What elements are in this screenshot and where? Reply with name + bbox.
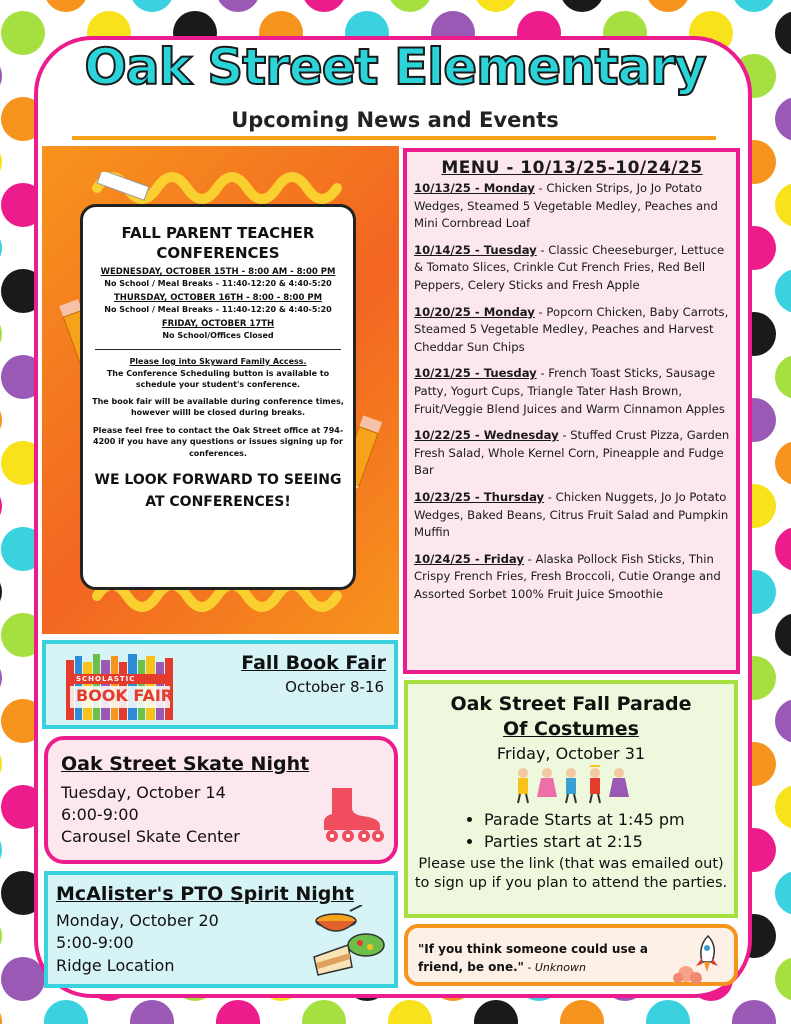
book-fair-box	[42, 640, 398, 729]
polka-dot	[474, 1000, 518, 1024]
polka-dot	[0, 742, 2, 786]
bookfair-availability-note: The book fair will be available during conference times, however willl be closed during breaks.	[92, 396, 344, 417]
polka-dot	[44, 0, 88, 12]
polka-dot	[775, 11, 791, 55]
page-title: Oak Street Elementary	[84, 38, 706, 96]
menu-item	[414, 489, 730, 542]
title-divider	[72, 136, 716, 140]
polka-dot	[560, 1000, 604, 1024]
polka-dot	[44, 1000, 88, 1024]
polka-dot	[388, 0, 432, 12]
menu-day: 10/23/25 - Thursday	[414, 489, 545, 504]
polka-dot	[775, 441, 791, 485]
menu-food: - Alaska Pollock Fish Sticks, Thin Crispy French Fries, Fresh Broccoli, Cutie Orange and Assorted Sorbet 100% Fruit Juice Smoothie	[414, 551, 721, 601]
polka-dot	[732, 1000, 776, 1024]
menu-day: 10/24/25 - Friday	[414, 551, 524, 566]
polka-dot	[775, 527, 791, 571]
polka-dot	[775, 97, 791, 141]
menu-food: - Chicken Strips, Jo Jo Potato Wedges, Steamed 5 Vegetable Medley, Peaches and Mini Cornbread Loaf	[414, 181, 718, 231]
book-fair-title: Fall Book Fair	[241, 652, 386, 674]
quote-body: "If you think someone could use a friend, be one."	[418, 942, 649, 974]
skate-night-date: Tuesday, October 14	[61, 783, 226, 802]
parade-title-line2: Of Costumes	[503, 718, 639, 740]
spirit-night-date: Monday, October 20	[56, 911, 219, 930]
polka-dot	[0, 140, 2, 184]
polka-dot	[302, 1000, 346, 1024]
spirit-night-box	[44, 871, 398, 988]
polka-dot	[0, 312, 2, 356]
quote-author: - Unknown	[523, 961, 586, 974]
conference-flyer	[42, 146, 399, 634]
scheduling-note: The Conference Scheduling button is available to schedule your student's conference.	[106, 368, 330, 389]
contact-note: Please feel free to contact the Oak Street office at 794-4200 if you have any questions or issues signing up for conferences.	[92, 425, 344, 458]
menu-item	[414, 180, 730, 233]
menu-item	[414, 427, 730, 480]
skate-night-title: Oak Street Skate Night	[61, 753, 310, 775]
conference-closing: WE LOOK FORWARD TO SEEING AT CONFERENCES!	[94, 472, 342, 510]
polka-dot	[0, 1000, 2, 1024]
polka-dot	[775, 871, 791, 915]
conference-thursday: THURSDAY, OCTOBER 16TH - 8:00 - 8:00 PM	[113, 293, 323, 303]
polka-dot	[0, 656, 2, 700]
menu-item	[414, 304, 730, 357]
menu-food: - Stuffed Crust Pizza, Garden Fresh Salad, Whole Kernel Corn, Pineapple and Fudge Bar	[414, 428, 730, 478]
menu-day: 10/22/25 - Wednesday	[414, 428, 559, 443]
polka-dot	[775, 957, 791, 1001]
lunch-menu	[403, 148, 740, 674]
polka-dot	[732, 0, 776, 12]
food-icon	[310, 905, 386, 981]
menu-item	[414, 242, 730, 295]
book-fair-logo-top: SCHOLASTIC	[76, 675, 136, 683]
conference-thursday-note: No School / Meal Breaks - 11:40-12:20 & 4:40-5:20	[104, 305, 332, 314]
polka-dot	[646, 0, 690, 12]
conference-wednesday: WEDNESDAY, OCTOBER 15TH - 8:00 AM - 8:00 PM	[100, 267, 336, 277]
skate-night-place: Carousel Skate Center	[61, 827, 240, 846]
menu-day: 10/21/25 - Tuesday	[414, 366, 537, 381]
costume-kids-icon	[511, 765, 631, 805]
spirit-night-time: 5:00-9:00	[56, 933, 134, 952]
polka-dot	[302, 0, 346, 12]
menu-food: - Classic Cheeseburger, Lettuce & Tomato Slices, Crinkle Cut French Fries, Red Bell Peppers, Celery Sticks and Fresh Apple	[414, 242, 725, 292]
polka-dot	[560, 0, 604, 12]
polka-dot	[775, 613, 791, 657]
parade-title: Oak Street Fall Parade	[450, 693, 692, 715]
polka-dot	[0, 828, 2, 872]
skate-night-box	[44, 736, 398, 864]
rocket-icon	[672, 932, 724, 984]
skate-night-time: 6:00-9:00	[61, 805, 139, 824]
parade-box	[404, 680, 738, 918]
menu-item	[414, 365, 730, 418]
polka-dot	[0, 226, 2, 270]
polka-dot	[130, 1000, 174, 1024]
polka-dot	[775, 699, 791, 743]
conference-heading: FALL PARENT TEACHER CONFERENCES	[121, 224, 315, 262]
polka-dot	[216, 1000, 260, 1024]
parade-note: Please use the link (that was emailed out) to sign up if you plan to attend the parties.	[414, 856, 728, 891]
polka-dot	[775, 785, 791, 829]
book-fair-logo-main: BOOK FAIR	[76, 686, 174, 705]
polka-dot	[1, 11, 45, 55]
page-subtitle: Upcoming News and Events	[231, 108, 559, 132]
conference-wednesday-note: No School / Meal Breaks - 11:40-12:20 & 4:40-5:20	[104, 279, 332, 288]
roller-skate-icon	[318, 784, 386, 844]
conference-friday: FRIDAY, OCTOBER 17TH	[161, 319, 275, 329]
polka-dot	[130, 0, 174, 12]
polka-dot	[0, 54, 2, 98]
skyward-note: Please log into Skyward Family Access.	[129, 357, 307, 366]
polka-dot	[388, 1000, 432, 1024]
menu-day: 10/14/25 - Tuesday	[414, 242, 537, 257]
conference-card	[80, 204, 356, 590]
polka-dot	[0, 914, 2, 958]
polka-dot	[0, 398, 2, 442]
polka-dot	[775, 269, 791, 313]
menu-title: MENU - 10/13/25-10/24/25	[441, 158, 703, 178]
polka-dot	[0, 570, 2, 614]
menu-food: - Chicken Nuggets, Jo Jo Potato Wedges, Baked Beans, Citrus Fruit Salad and Pumpkin Muffin	[414, 489, 729, 540]
conference-friday-note: No School/Offices Closed	[162, 331, 274, 340]
menu-day: 10/20/25 - Monday	[414, 304, 535, 319]
quote-box	[404, 924, 738, 986]
polka-dot	[0, 484, 2, 528]
parade-schedule	[468, 809, 734, 853]
menu-item	[414, 551, 730, 604]
parade-date: Friday, October 31	[496, 744, 646, 763]
conference-divider	[95, 349, 341, 350]
polka-dot	[775, 355, 791, 399]
polka-dot	[775, 183, 791, 227]
menu-day: 10/13/25 - Monday	[414, 181, 535, 195]
polka-dot	[646, 1000, 690, 1024]
quote-text	[418, 940, 678, 977]
menu-food: - French Toast Sticks, Sausage Patty, Yogurt Cups, Triangle Tater Hash Brown, Fruit/Veggie Blend Juices and Warm Cinnamon Apples	[414, 366, 725, 416]
spirit-night-place: Ridge Location	[56, 956, 175, 975]
polka-dot	[216, 0, 260, 12]
parade-start: • Parade Starts at 1:45 pm	[484, 809, 734, 831]
pencil-icon	[88, 172, 158, 202]
spirit-night-title: McAlister's PTO Spirit Night	[56, 883, 354, 905]
polka-dot	[474, 0, 518, 12]
menu-food: - Popcorn Chicken, Baby Carrots, Steamed 5 Vegetable Medley, Peaches and Harvest Cheddar Sun Chips	[414, 304, 729, 354]
polka-dot	[0, 0, 2, 12]
book-fair-date: October 8-16	[285, 678, 384, 696]
party-start: • Parties start at 2:15	[484, 831, 734, 853]
